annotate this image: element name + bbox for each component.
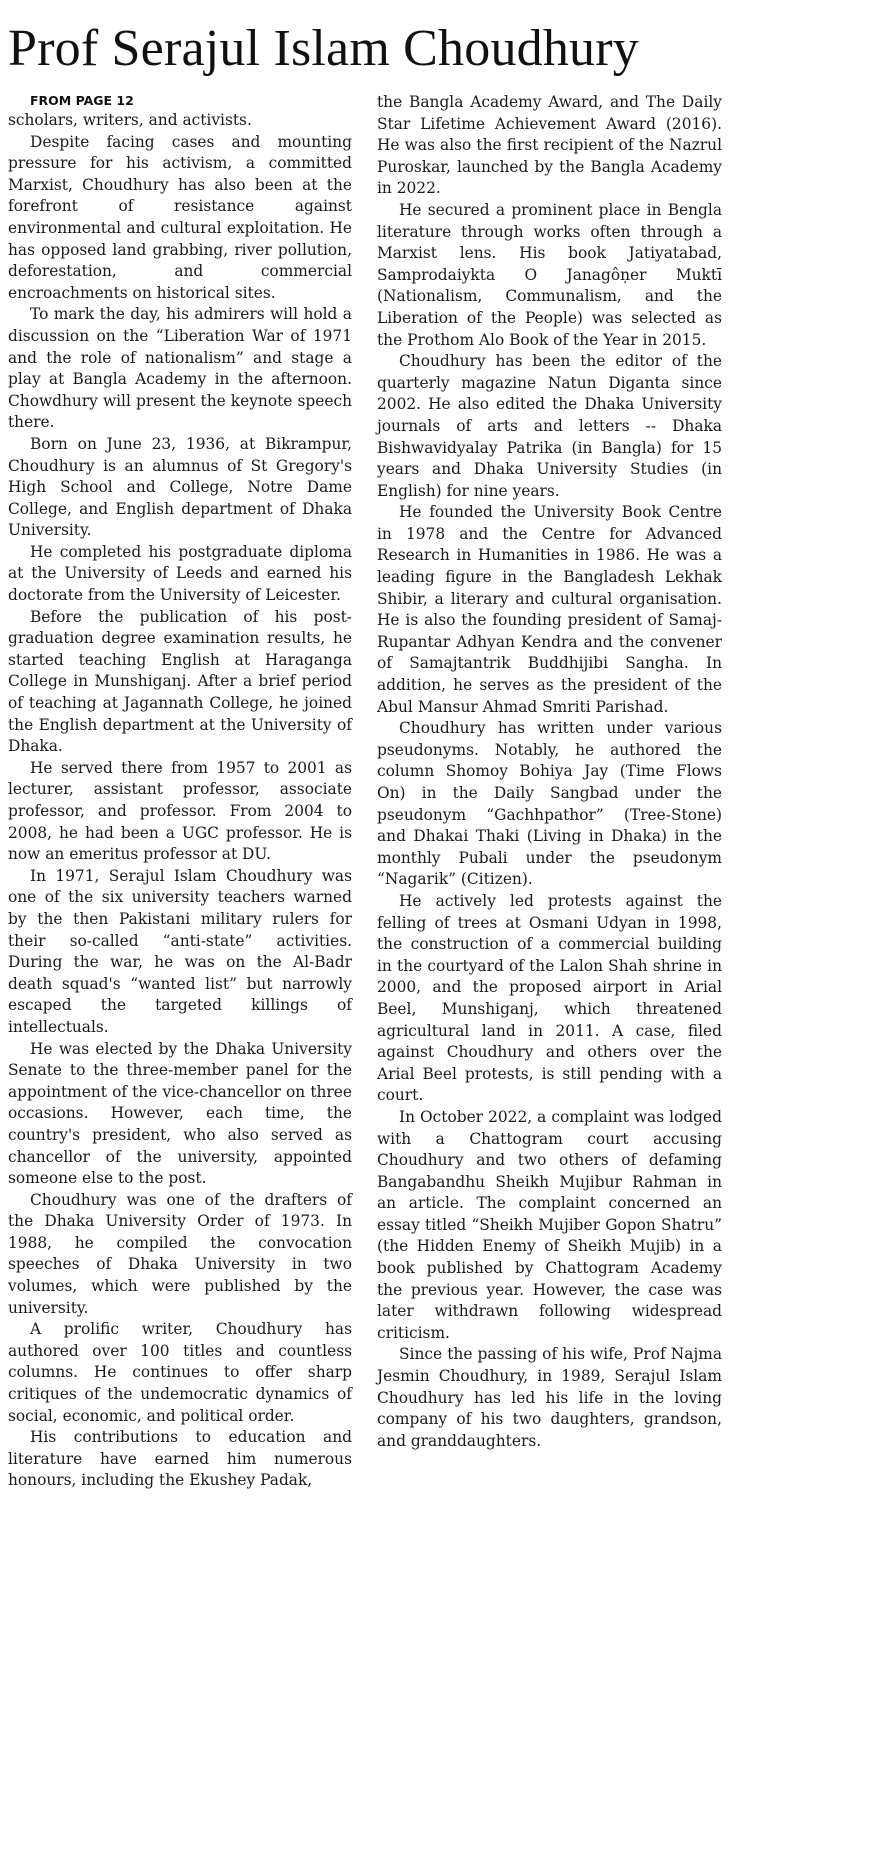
paragraph: In 1971, Serajul Islam Choudhury was one of the six university teachers warned by the then Pakistani military rulers for their so-called “anti-state” activities. During the war, he was on the Al-Badr death squad's “wanted list” but narrowly escaped the targeted killings of intellectuals.	[8, 866, 352, 1036]
paragraph: Since the passing of his wife, Prof Najma Jesmin Choudhury, in 1989, Serajul Islam Choudhury has led his life in the loving company of his two daughters, grandson, and granddaughters.	[377, 1345, 722, 1450]
paragraph: A prolific writer, Choudhury has authored over 100 titles and countless columns. He continues to offer sharp critiques of the undemocratic dynamics of social, economic, and political order.	[8, 1320, 352, 1425]
article-column-left	[8, 92, 352, 1492]
paragraph: Choudhury has been the editor of the quarterly magazine Natun Diganta since 2002. He also edited the Dhaka University journals of arts and letters -- Dhaka Bishwavidyalay Patrika (in Bangla) for 15 years and Dhaka University Studies (in English) for nine years.	[377, 352, 722, 500]
paragraph: He was elected by the Dhaka University Senate to the three-member panel for the appointment of the vice-chancellor on three occasions. However, each time, the country's president, who also served as chancellor of the university, appointed someone else to the post.	[8, 1039, 352, 1188]
paragraph: He actively led protests against the felling of trees at Osmani Udyan in 1998, the construction of a commercial building in the courtyard of the Lalon Shah shrine in 2000, and the proposed airport in Arial Beel, Munshiganj, which threatened agricultural land in 2011. A case, filed against Choudhury and others over the Arial Beel protests, is still pending with a court.	[377, 891, 722, 1105]
paragraph: Born on June 23, 1936, at Bikrampur, Choudhury is an alumnus of St Gregory's High School and College, Notre Dame College, and English department of Dhaka University.	[8, 434, 352, 540]
paragraph: He completed his postgraduate diploma at the University of Leeds and earned his doctorate from the University of Leicester.	[8, 542, 352, 605]
paragraph: He served there from 1957 to 2001 as lecturer, assistant professor, associate professor, and professor. From 2004 to 2008, he had been a UGC professor. He is now an emeritus professor at DU.	[8, 758, 352, 864]
paragraph: His contributions to education and literature have earned him numerous honours, including the Ekushey Padak,	[8, 1428, 352, 1490]
paragraph: Choudhury was one of the drafters of the Dhaka University Order of 1973. In 1988, he compiled the convocation speeches of Dhaka University in two volumes, which were published by the university.	[8, 1190, 352, 1317]
article-headline: Prof Serajul Islam Choudhury	[8, 20, 639, 77]
paragraph: scholars, writers, and activists.	[8, 111, 252, 129]
paragraph: Despite facing cases and mounting pressure for his activism, a committed Marxist, Choudhury has also been at the forefront of resistance against environmental and cultural exploitation. He has opposed land grabbing, river pollution, deforestation, and commercial encroachments on historical sites.	[8, 132, 352, 302]
paragraph: the Bangla Academy Award, and The Daily Star Lifetime Achievement Award (2016). He was also the first recipient of the Nazrul Puroskar, launched by the Bangla Academy in 2022.	[377, 93, 722, 198]
paragraph: He founded the University Book Centre in 1978 and the Centre for Advanced Research in Humanities in 1986. He was a leading figure in the Bangladesh Lekhak Shibir, a literary and cultural organisation. He is also the founding president of Samaj-Rupantar Adhyan Kendra and the convener of Samajtantrik Buddhijibi Sangha. In addition, he serves as the president of the Abul Mansur Ahmad Smriti Parishad.	[377, 503, 722, 716]
article-column-right	[377, 92, 722, 1452]
paragraph: He secured a prominent place in Bengla literature through works often through a Marxist lens. His book Jatiyatabad, Samprodaiykta O Janagôṇer Muktī (Nationalism, Communalism, and the Liberation of the People) was selected as the Prothom Alo Book of the Year in 2015.	[377, 200, 722, 349]
paragraph: To mark the day, his admirers will hold a discussion on the “Liberation War of 1971 and the role of nationalism” and stage a play at Bangla Academy in the afternoon. Chowdhury will present the keynote speech there.	[8, 305, 352, 432]
paragraph: In October 2022, a complaint was lodged with a Chattogram court accusing Choudhury and two others of defaming Bangabandhu Sheikh Mujibur Rahman in an article. The complaint concerned an essay titled “Sheikh Mujiber Gopon Shatru” (the Hidden Enemy of Sheikh Mujib) in a book published by Chattogram Academy the previous year. However, the case was later withdrawn following widespread criticism.	[377, 1107, 722, 1342]
jump-line: FROM PAGE 12	[30, 93, 134, 108]
paragraph: Before the publication of his post-graduation degree examination results, he started teaching English at Haraganga College in Munshiganj. After a brief period of teaching at Jagannath College, he joined the English department at the University of Dhaka.	[8, 607, 352, 756]
paragraph: Choudhury has written under various pseudonyms. Notably, he authored the column Shomoy Bohiya Jay (Time Flows On) in the Daily Sangbad under the pseudonym “Gachhpathor” (Tree-Stone) and Dhakai Thaki (Living in Dhaka) in the monthly Pubali under the pseudonym “Nagarik” (Citizen).	[377, 719, 722, 889]
